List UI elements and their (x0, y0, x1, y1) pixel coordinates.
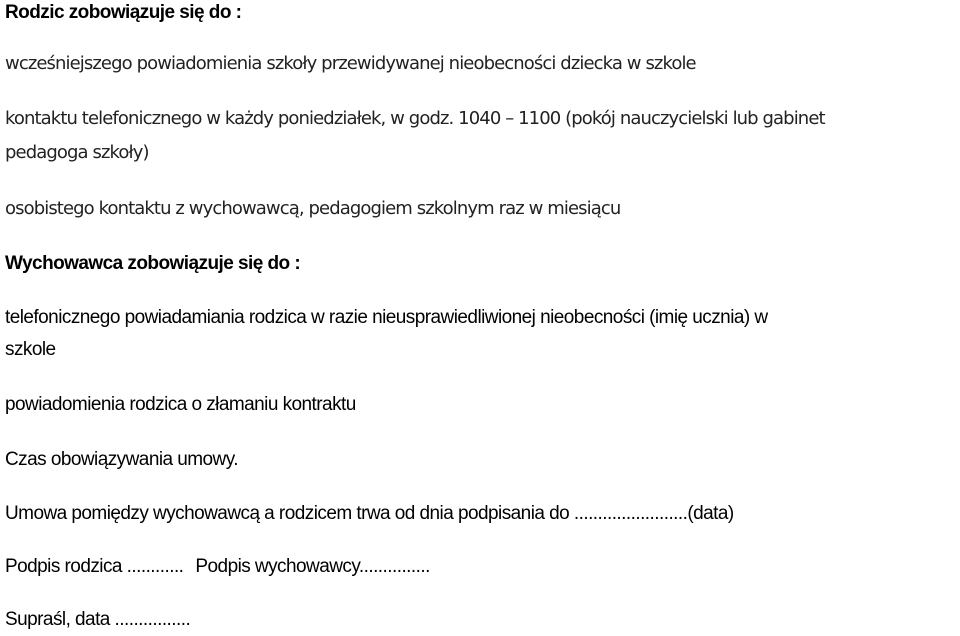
parent-item-personal-contact: osobistego kontaktu z wychowawcą, pedagogiem szkolnym raz w miesiącu (5, 198, 621, 219)
parent-heading: Rodzic zobowiązuje się do : (5, 2, 242, 23)
teacher-heading: Wychowawca zobowiązuje się do : (5, 253, 301, 274)
validity-heading: Czas obowiązywania umowy. (5, 449, 238, 470)
parent-item-phone-contact-continued: pedagoga szkoły) (5, 142, 149, 163)
teacher-item-phone-notification-continued: szkole (5, 339, 56, 360)
teacher-item-contract-breach: powiadomienia rodzica o złamaniu kontraktu (5, 394, 356, 415)
signature-parent: Podpis rodzica ............ (5, 556, 184, 577)
teacher-item-phone-notification: telefonicznego powiadamiania rodzica w razie nieusprawiedliwionej nieobecności (imię ucznia) w (5, 307, 768, 328)
signature-teacher: Podpis wychowawcy............... (195, 556, 430, 577)
parent-item-phone-contact: kontaktu telefonicznego w każdy poniedziałek, w godz. 1040 – 1100 (pokój nauczycielski lub gabinet (5, 108, 825, 129)
validity-text: Umowa pomiędzy wychowawcą a rodzicem trwa od dnia podpisania do ........................(data) (5, 503, 734, 524)
signature-row (5, 555, 430, 579)
place-date: Supraśl, data ................ (5, 609, 191, 630)
parent-item-notify-absence: wcześniejszego powiadomienia szkoły przewidywanej nieobecności dziecka w szkole (5, 53, 696, 74)
